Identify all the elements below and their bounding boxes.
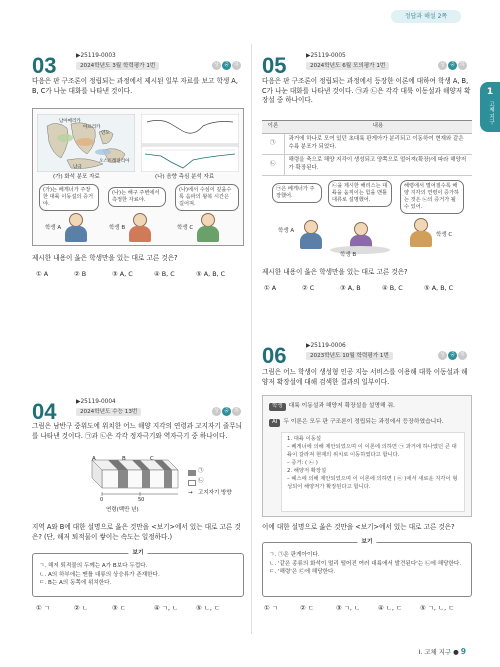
bogi-item: ㄷ. '해령'은 ㉢에 해당한다. <box>269 569 336 576</box>
question-number: 04 <box>32 399 57 424</box>
bogi-title: 보기 <box>128 549 147 558</box>
chat-line: 1. 대륙 이동설 <box>287 436 322 442</box>
table-header: 내용 <box>284 121 472 134</box>
answer-choices <box>264 284 474 293</box>
choice-3[interactable]: ③ ㄱ, ㄴ <box>336 604 361 612</box>
question-text: 다음은 판 구조론이 정립되는 과정에서 등장한 이론에 대하여 학생 A, B, C가 나눈 대화를 나타낸 것이다. ㉠과 ㉡은 각각 대륙 이동설과 해양저 확장설 중 하나이다. <box>262 77 471 105</box>
choice-2[interactable]: ② B <box>74 270 87 278</box>
bogi-item: ㄴ. A의 하부에는 맨틀 대류의 상승류가 존재한다. <box>39 571 160 578</box>
question-code: ▶25119-0005 <box>306 53 346 59</box>
level-mid: 중 <box>448 351 457 360</box>
bogi-item: ㄷ. B는 A의 동쪽에 위치한다. <box>39 580 112 587</box>
speech-bubble-c: (나)에서 수심이 깊을수록 음파의 왕복 시간은 길어져. <box>175 184 239 211</box>
question-number: 06 <box>262 343 287 368</box>
question-text: 다음은 판 구조론이 정립되는 과정에서 제시된 일부 자료를 보고 학생 A, B, C가 나눈 대화를 나타낸 것이다. <box>32 77 238 95</box>
chapter-number: 1 <box>486 87 494 97</box>
student-a-figure <box>300 220 322 249</box>
chat-question-text: 대륙 이동설과 해양저 확장설을 설명해 줘. <box>288 403 395 409</box>
answer-choices <box>36 604 242 613</box>
chapter-label: 고체 지구 <box>487 101 494 125</box>
legend-swatch-1 <box>188 470 196 476</box>
difficulty-level <box>212 407 241 416</box>
footer-bullet-icon: ● <box>453 648 461 657</box>
footer-section: I. 고체 지구 <box>418 648 452 657</box>
chapter-side-tab <box>480 82 500 132</box>
speech-bubble-a: ㉠은 베게너가 주장했어. <box>272 183 322 203</box>
question-prompt: 제시한 내용이 옳은 학생만을 있는 대로 고른 것은? <box>32 254 178 262</box>
table-row <box>262 133 472 154</box>
choice-3[interactable]: ③ A, C <box>112 270 133 278</box>
level-mid: 중 <box>448 61 457 70</box>
level-high: 상 <box>438 351 447 360</box>
map-label: 아프리카 <box>83 125 101 130</box>
column-divider <box>251 44 252 634</box>
page-footer <box>418 647 466 658</box>
student-label: 학생 C <box>177 225 194 231</box>
figure-caption-a: (가) 화석 분포 자료 <box>53 174 100 180</box>
choice-5[interactable]: ⑤ ㄱ, ㄴ, ㄷ <box>420 604 455 612</box>
level-high: 상 <box>438 61 447 70</box>
student-label: 학생 B <box>340 252 357 258</box>
student-label: 학생 A <box>278 228 295 234</box>
question-code: ▶25119-0004 <box>76 399 116 405</box>
chat-user-tag: 학생 <box>269 403 286 411</box>
level-mid: 중 <box>222 61 231 70</box>
region-label-c: C <box>150 456 154 462</box>
question-prompt: 제시한 내용이 옳은 학생만을 있는 대로 고른 것은? <box>262 268 408 276</box>
difficulty-level <box>438 351 467 360</box>
direction-arrow-icon: → <box>188 490 193 496</box>
map-label: 오스트레일리아 <box>99 159 130 164</box>
answer-guide-tab: 정답과 해설 2쪽 <box>391 10 461 23</box>
chat-ai-tag: AI <box>269 419 280 427</box>
student-label: 학생 B <box>109 225 126 231</box>
chat-question <box>269 402 395 411</box>
choice-1[interactable]: ① A <box>264 284 277 292</box>
level-low: 하 <box>458 61 467 70</box>
difficulty-level <box>438 61 467 70</box>
bogi-item: ㄱ. 해저 퇴적물의 두께는 A가 B보다 두껍다. <box>39 563 148 569</box>
level-mid: 중 <box>222 407 231 416</box>
theory-content: 과거에 하나로 모여 있던 초대륙 판게아가 분리되고 이동하여 현재와 같은 수륙 분포가 되었다. <box>284 133 472 154</box>
choice-5[interactable]: ⑤ ㄴ, ㄷ <box>196 604 221 612</box>
speech-bubble-b: (나)는 해구 주변에서 측정한 자료야. <box>108 187 166 207</box>
theory-content: 해령을 축으로 해양 지각이 생성되고 양쪽으로 멀어져(확장)에 따라 해양저가 확장된다. <box>284 154 472 175</box>
question-code: ▶25119-0003 <box>76 53 116 59</box>
table-row <box>262 154 472 175</box>
question-code: ▶25119-0006 <box>306 343 346 349</box>
question-prompt: 지역 A와 B에 대한 설명으로 옳은 것만을 <보기>에서 있는 대로 고른 것은? (단, 해저 퇴적물이 쌓이는 속도는 일정하다.) <box>32 523 241 541</box>
level-low: 하 <box>232 407 241 416</box>
question-number: 03 <box>32 53 57 78</box>
age-axis-label: 연령(백만 년) <box>106 507 139 513</box>
bogi-item: ㄱ. ㉠은 판게아이다. <box>269 552 320 558</box>
question-source: 2024학년도 3월 학력평가 1번 <box>76 62 159 70</box>
table-illustration <box>330 246 390 254</box>
legend-swatch-2 <box>188 480 196 486</box>
speech-bubble-c: 해령에서 멀어질수록 해양 지각의 연령이 증가하는 것은 ㉡의 증거가 될 수 있어. <box>400 180 464 214</box>
choice-4[interactable]: ④ ㄴ, ㄷ <box>378 604 403 612</box>
answer-choices <box>264 604 472 613</box>
speech-bubble-b: ㉡을 제시한 해리스는 대륙을 움직이는 힘을 맨틀 대류로 설명했어. <box>328 180 392 207</box>
chat-line: – 증거: ( ㉡ ) <box>287 459 318 466</box>
choice-2[interactable]: ② C <box>302 284 315 292</box>
theory-symbol: ㉡ <box>262 154 284 175</box>
question-text: 그림은 남반구 중위도에 위치한 어느 해양 지각의 연령과 고지자기 줄무늬를 나타낸 것이다. ㉠과 ㉡은 각각 정자극기와 역자극기 중 하나이다. <box>32 422 242 440</box>
chat-answer-body <box>281 432 465 512</box>
map-label: 남아메리카 <box>59 119 81 124</box>
difficulty-level <box>212 61 241 70</box>
ai-chat-panel <box>262 395 472 517</box>
level-low: 하 <box>232 61 241 70</box>
question-source: 2024학년도 수능 13번 <box>76 408 141 416</box>
chat-line: – 베게너에 의해 제안되었으며 이 이론에 의하면 ㉠ 과거에 하나였던 큰 대륙이 갈라져 현재의 위치로 이동하였다고 합니다. <box>287 443 457 458</box>
bogi-box <box>32 550 244 597</box>
region-label-a: A <box>92 456 96 462</box>
speech-bubble-a: (가)는 베게너가 주장한 대륙 이동설의 증거야. <box>39 184 99 211</box>
student-b-figure <box>129 213 151 242</box>
page-number: 9 <box>460 647 466 657</box>
figure-caption-b: (나) 음향 측심 분석 자료 <box>155 174 215 180</box>
theory-table <box>262 120 472 176</box>
chat-line: – 헤스에 의해 제안되었으며 이 이론에 의하면 ( ㉢ )에서 새로운 지각이 형성되어 해양저가 확장된다고 합니다. <box>287 475 458 490</box>
question-source: 2024학년도 6월 모의평가 1번 <box>306 62 389 70</box>
choice-1[interactable]: ① ㄱ <box>264 604 278 612</box>
bogi-title: 보기 <box>357 538 376 547</box>
question-prompt: 이에 대한 설명으로 옳은 것만을 <보기>에서 있는 대로 고른 것은? <box>262 523 455 531</box>
choice-4[interactable]: ④ B, C <box>382 284 403 292</box>
choice-3[interactable]: ③ A, B <box>340 284 361 292</box>
map-label: 인도 <box>101 131 110 136</box>
sonar-graph <box>141 114 239 172</box>
choice-5[interactable]: ⑤ A, B, C <box>196 270 226 278</box>
question-source: 2023학년도 10월 학력평가 1번 <box>306 352 393 360</box>
level-high: 상 <box>212 407 221 416</box>
level-high: 상 <box>212 61 221 70</box>
choice-4[interactable]: ④ B, C <box>154 270 175 278</box>
choice-4[interactable]: ④ ㄱ, ㄴ <box>154 604 179 612</box>
level-low: 하 <box>458 351 467 360</box>
student-label: 학생 A <box>45 225 62 231</box>
student-c-figure <box>197 213 219 242</box>
question-number: 05 <box>262 53 287 78</box>
choice-2[interactable]: ② ㄷ <box>300 604 314 612</box>
figure-panel <box>32 108 244 246</box>
theory-symbol: ㉠ <box>262 133 284 154</box>
choice-2[interactable]: ② ㄴ <box>74 604 88 612</box>
axis-tick: 50 <box>138 497 145 503</box>
choice-1[interactable]: ① A <box>36 270 49 278</box>
chat-answer <box>269 418 469 427</box>
legend-label-1: ㉠ <box>198 468 204 474</box>
map-label: 남극 <box>73 165 82 170</box>
axis-tick: 0 <box>100 497 104 503</box>
student-label: 학생 C <box>436 232 453 238</box>
chat-answer-text: 두 이론은 모두 판 구조론이 정립되는 과정에서 등장하였습니다. <box>283 419 444 425</box>
question-text: 그림은 어느 학생이 생성형 인공 지능 서비스를 이용해 대륙 이동설과 해양저 확장설에 대해 검색한 결과의 일부이다. <box>262 368 468 386</box>
bogi-box <box>262 539 472 597</box>
direction-label: 고지자기 방향 <box>198 490 232 496</box>
choice-5[interactable]: ⑤ A, B, C <box>424 284 454 292</box>
choice-3[interactable]: ③ ㄷ <box>112 604 126 612</box>
choice-1[interactable]: ① ㄱ <box>36 604 50 612</box>
legend-label-2: ㉡ <box>198 478 204 484</box>
table-header: 이론 <box>262 121 284 134</box>
answer-choices <box>36 270 246 279</box>
student-c-figure <box>410 218 432 247</box>
region-label-b: B <box>122 456 126 462</box>
chat-line: 2. 해양저 확장설 <box>287 467 327 474</box>
bogi-item: ㄴ. '같은 종류의 화석이 멀리 떨어진 여러 대륙에서 발견된다'는 ㉡에 해당한다. <box>269 560 462 567</box>
student-a-figure <box>65 213 87 242</box>
